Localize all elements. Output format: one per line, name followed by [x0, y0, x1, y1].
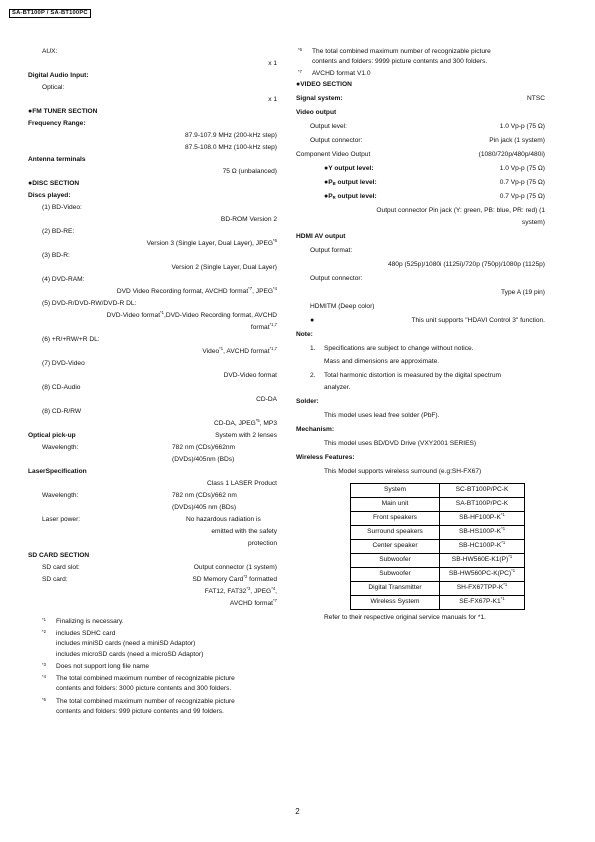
table-cell-model: [440, 581, 525, 595]
optical-pickup-title: Optical pick-up: [28, 432, 76, 439]
model-number: SE-FX67P-K1: [459, 598, 501, 606]
hdmi-connector-label: Output connector:: [310, 274, 363, 282]
video-connector-label: Output connector:: [310, 136, 363, 144]
bullet-icon: ●: [324, 178, 329, 186]
model-number: SB-HF100P-K: [459, 514, 501, 522]
video-level-value: 1.0 Vp-p (75 Ω): [499, 122, 545, 130]
y-output-level-label: ●Y output level:: [324, 164, 374, 172]
laser-power-value-1: No hazardous radiation is: [186, 516, 261, 523]
disc-5-value-2: format$^{*1,7}$: [250, 322, 277, 331]
wavelength-2-label: Wavelength:: [42, 492, 79, 499]
table-row: [351, 581, 525, 595]
page-number: 2: [295, 807, 300, 816]
pb-output-level-label: $●P_B$ output level:: [324, 178, 377, 186]
sd-slot-value: Output connector (1 system): [193, 564, 277, 571]
table-cell-model: [440, 483, 525, 497]
hdmi-output-title: HDMI AV output: [296, 232, 346, 240]
video-output-title: Video output: [296, 108, 337, 116]
bullet-icon: ●: [310, 316, 315, 324]
model-number: SB-HC100P-K: [458, 542, 502, 550]
bullet-icon: ●: [324, 192, 329, 200]
table-cell-model: [440, 567, 525, 581]
disc-6-label: (6) +R/+RW/+R DL:: [42, 336, 100, 343]
note-1-text: Specifications are subject to change without notice.: [324, 344, 474, 352]
aux-row: [28, 48, 277, 60]
y-output-level-value: 1.0 Vp-p (75 Ω): [499, 164, 545, 172]
footnote-mark: *1: [501, 540, 506, 546]
disc-5-value-1: DVD-Video format$^{*1}$,DVD-Video Recording format, AVCHD: [106, 310, 277, 319]
table-cell-component: Main unit: [351, 497, 440, 511]
disc-9-value: CD-DA, JPEG$^{*5}$, MP3: [214, 418, 277, 427]
table-row: [351, 539, 525, 553]
table-cell-component: Front speakers: [351, 511, 440, 525]
sd-card-value-1: SD Memory Card$^{*2}$ formatted: [192, 574, 277, 583]
footnote-mark: *1: [508, 554, 513, 560]
footnote-2: *2 includes SDHC card includes miniSD cards (need a miniSD Adaptor) includes microSD cards (need a microSD Adaptor): [42, 629, 204, 658]
note-1-text-2: Mass and dimensions are approximate.: [324, 357, 440, 365]
note-2-text-2: analyzer.: [324, 383, 351, 391]
disc-6-value: Video$^{*1}$, AVCHD format$^{*1,7}$: [202, 346, 277, 355]
footnote-6: *6 The total combined maximum number of recognizable picture contents and folders: 9999 picture contents and 300 folders.: [298, 47, 491, 66]
component-output-label: Component Video Output: [296, 150, 371, 158]
table-cell-model: [440, 553, 525, 567]
model-number: SA-BT100P/PC-K: [455, 500, 509, 508]
disc-7-value: DVD-Video format: [223, 372, 277, 379]
model-number: SH-FX67TPP-K: [456, 584, 504, 592]
wavelength-label: Wavelength:: [42, 444, 79, 451]
table-cell-component: Center speaker: [351, 539, 440, 553]
table-cell-component: Surround speakers: [351, 525, 440, 539]
wireless-text: This Model supports wireless surround (e.g:SH-FX67): [324, 467, 482, 475]
model-number: SC-BT100P/PC-K: [455, 486, 509, 494]
frequency-range-title: Frequency Range:: [28, 120, 86, 127]
bullet-icon: ●: [296, 80, 301, 88]
disc-2-label: (2) BD-RE:: [42, 228, 75, 235]
optical-label: Optical:: [42, 84, 65, 91]
laser-power-value-2: emitted with the safety: [211, 528, 277, 535]
solder-title: Solder:: [296, 397, 319, 405]
table-cell-component: Wireless System: [351, 595, 440, 609]
table-row: [351, 567, 525, 581]
table-cell-model: [440, 539, 525, 553]
sd-card-value-3: AVCHD format$^{*7}$: [229, 598, 277, 607]
hdmi-format-value: 480p (525p)/1080i (1125i)/720p (750p)/1080p (1125p): [387, 260, 545, 268]
wireless-system-table: [350, 483, 525, 610]
component-connector-2: system): [521, 218, 545, 226]
footnote-mark: *1: [501, 526, 506, 532]
disc-4-label: (4) DVD-RAM:: [42, 276, 85, 283]
footnote-5: *5 The total combined maximum number of recognizable picture contents and folders: 999 picture contents and 99 folders.: [42, 696, 235, 715]
optical-pickup-value: System with 2 lenses: [215, 432, 277, 439]
aux-label: AUX:: [42, 48, 58, 55]
table-row: [351, 553, 525, 567]
disc-8-label: (8) CD-Audio: [42, 384, 81, 391]
wavelength-value-1: 782 nm (CDs)/662nm: [172, 444, 236, 451]
note-2-text: Total harmonic distortion is measured by the digital spectrum: [324, 371, 502, 379]
note-1-number: 1.: [310, 344, 316, 352]
table-row: [351, 525, 525, 539]
right-column: [296, 48, 545, 626]
frequency-range-2: 87.5-108.0 MHz (100-kHz step): [185, 144, 277, 151]
laser-class: Class 1 LASER Product: [207, 480, 277, 487]
footnote-mark: *1: [511, 568, 516, 574]
table-row: [351, 483, 525, 497]
disc-3-label: (3) BD-R:: [42, 252, 70, 259]
disc-7-label: (7) DVD-Video: [42, 360, 85, 367]
video-connector-value: Pin jack (1 system): [489, 136, 545, 144]
footnote-4: *4 The total combined maximum number of recognizable picture contents and folders: 3000 picture contents and 300 folders.: [42, 674, 235, 693]
component-connector-1: Output connector Pin jack (Y: green, PB: blue, PR: red) (1: [376, 206, 545, 214]
disc-1-value: BD-ROM Version 2: [220, 216, 277, 223]
model-number: SB-HW560PC-K(PC): [448, 570, 512, 578]
footnote-3: *3 Does not support long file name: [42, 661, 150, 670]
signal-system-label: Signal system:: [296, 94, 343, 102]
disc-9-label: (8) CD-R/RW: [42, 408, 82, 415]
wireless-title: Wireless Features:: [296, 453, 355, 461]
discs-played-title: Discs played:: [28, 192, 71, 199]
signal-system-value: NTSC: [527, 94, 545, 102]
table-row: [351, 595, 525, 609]
model-number: SB-HW560E-K1(P): [451, 556, 509, 564]
wavelength-2-value-2: (DVDs)/405 nm (BDs): [172, 504, 237, 511]
note-2-number: 2.: [310, 371, 316, 379]
bullet-icon: ●: [324, 164, 329, 172]
component-output-value: (1080/720p/480p/480i): [478, 150, 545, 158]
footnote-7: *7 AVCHD format V1.0: [298, 69, 371, 78]
disc-section-title: ●DISC SECTION: [28, 180, 80, 187]
model-number: SB-HS100P-K: [458, 528, 502, 536]
disc-4-value: DVD Video Recording format, AVCHD format$^{*7}$, JPEG$^{*4}$: [116, 286, 277, 295]
optical-value: x 1: [268, 96, 277, 103]
table-row: [351, 511, 525, 525]
note-title: Note:: [296, 330, 313, 338]
aux-value: x 1: [268, 60, 277, 67]
sd-card-label: SD card:: [42, 576, 68, 583]
bullet-icon: ●: [28, 108, 33, 115]
disc-1-label: (1) BD-Video:: [42, 204, 82, 211]
table-cell-component: Digital Transmitter: [351, 581, 440, 595]
hdmi-connector-value: Type A (19 pin): [501, 288, 545, 296]
sd-card-value-2: FAT12, FAT32$^{*3}$, JPEG$^{*4}$,: [204, 586, 277, 595]
pb-output-level-value: 0.7 Vp-p (75 Ω): [499, 178, 545, 186]
laser-power-value-3: protection: [248, 540, 277, 547]
left-column: [28, 48, 277, 718]
refer-text: Refer to their respective original service manuals for *1.: [324, 613, 486, 621]
video-level-label: Output level:: [310, 122, 348, 130]
table-cell-model: [440, 497, 525, 511]
mechanism-text: This model uses BD/DVD Drive (VXY2001 SERIES): [324, 439, 477, 447]
footnote-mark: *1: [500, 596, 505, 602]
table-cell-component: Subwoofer: [351, 567, 440, 581]
bullet-icon: ●: [28, 180, 33, 187]
hdmi-deep-color: HDMITM (Deep color): [310, 302, 375, 310]
table-cell-model: [440, 595, 525, 609]
sd-slot-label: SD card slot:: [42, 564, 80, 571]
footnotes: [28, 618, 277, 716]
disc-8-value: CD-DA: [256, 396, 277, 403]
table-cell-component: Subwoofer: [351, 553, 440, 567]
video-section-title: ●VIDEO SECTION: [296, 80, 352, 88]
sd-card-section-title: SD CARD SECTION: [28, 552, 90, 559]
table-cell-component: System: [351, 483, 440, 497]
mechanism-title: Mechanism:: [296, 425, 335, 433]
laser-specification-title: LaserSpecification: [28, 468, 87, 475]
pr-output-level-label: $●P_R$ output level:: [324, 192, 377, 200]
wavelength-2-value-1: 782 nm (CDs)/662 nm: [172, 492, 237, 499]
footnote-1: *1 Finalizing is necessary.: [42, 617, 124, 625]
frequency-range-1: 87.9-107.9 MHz (200-kHz step): [185, 132, 277, 139]
disc-3-value: Version 2 (Single Layer, Dual Layer): [171, 264, 277, 271]
table-cell-model: [440, 511, 525, 525]
pr-output-level-value: 0.7 Vp-p (75 Ω): [499, 192, 545, 200]
antenna-value: 75 Ω (unbalanced): [222, 168, 277, 175]
footnote-mark: *1: [503, 582, 508, 588]
table-row: [351, 497, 525, 511]
wavelength-value-2: (DVDs)/405nm (BDs): [172, 456, 235, 463]
laser-power-label: Laser power:: [42, 516, 81, 523]
disc-5-label: (5) DVD-R/DVD-RW/DVD-R DL:: [42, 300, 137, 307]
fm-tuner-section-title: ●FM TUNER SECTION: [28, 108, 98, 115]
hdmi-format-label: Output format:: [310, 246, 353, 254]
model-header: SA-BT100P / SA-BT100PC: [9, 9, 91, 18]
antenna-title: Antenna terminals: [28, 156, 86, 163]
solder-text: This model uses lead free solder (PbF).: [324, 411, 440, 419]
disc-2-value: Version 3 (Single Layer, Dual Layer), JPEG$^{*6}$: [146, 238, 277, 247]
hdavi-support: This unit supports "HDAVI Control 3" function.: [411, 316, 545, 324]
footnote-mark: *1: [500, 512, 505, 518]
table-cell-model: [440, 525, 525, 539]
digital-audio-input-title: Digital Audio Input:: [28, 72, 89, 79]
